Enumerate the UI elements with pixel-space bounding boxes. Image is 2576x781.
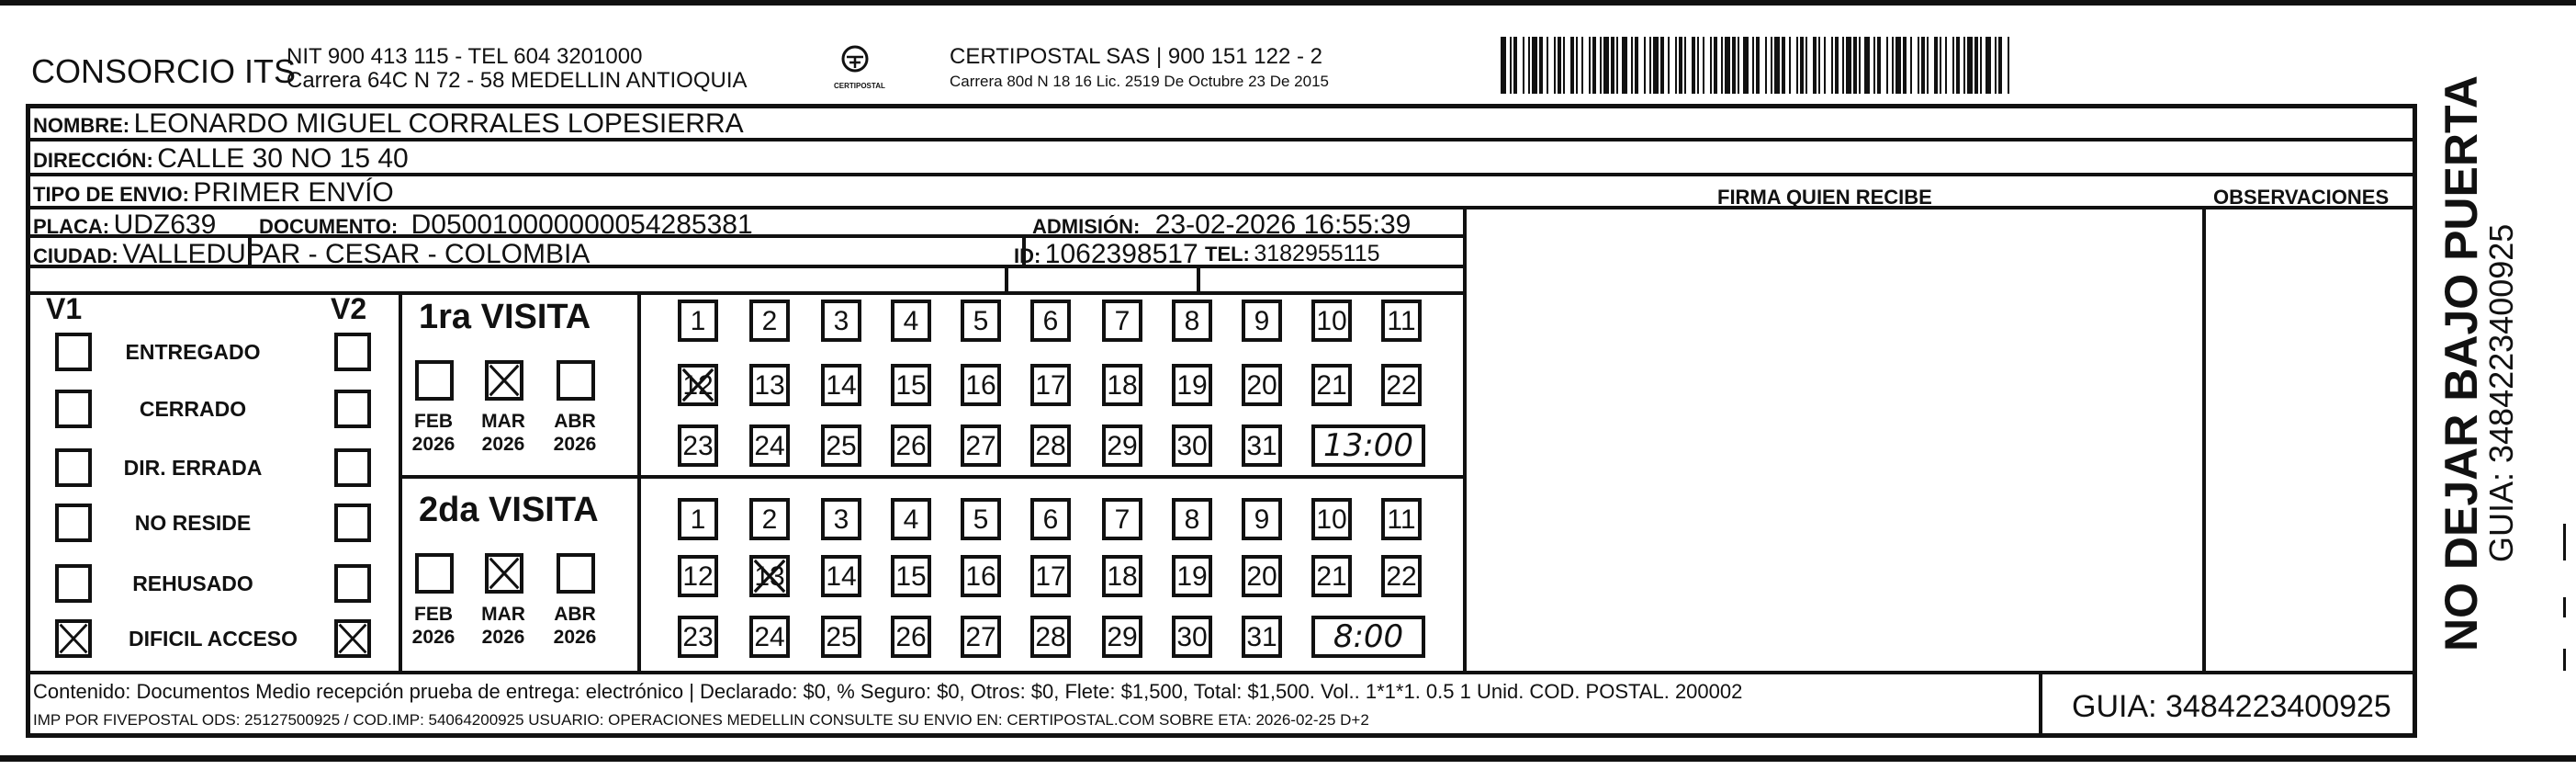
day-number: 19 [1176,370,1208,401]
day-number: 17 [1035,370,1066,401]
barcode-bar [1892,37,1894,94]
status-label: CERRADO [139,397,247,421]
day-cell[interactable] [1311,498,1352,540]
day-cell[interactable] [749,364,790,406]
day-cell[interactable] [961,498,1001,540]
barcode-bar [1660,37,1664,94]
day-number: 30 [1176,431,1208,461]
visit-time-box[interactable] [1311,616,1425,658]
day-number: 27 [965,622,996,652]
day-number: 17 [1035,561,1066,592]
day-cell[interactable] [1381,555,1422,597]
barcode-bar [1714,37,1717,94]
visit-time-box[interactable] [1311,424,1425,467]
v2-checkbox[interactable] [334,448,371,487]
v2-checkbox[interactable] [334,390,371,428]
day-number: 20 [1246,370,1277,401]
barcode-bar [1600,37,1602,94]
day-cell[interactable] [1381,364,1422,406]
barcode-bar [1668,37,1670,94]
barcode-bar [1859,37,1861,94]
tel-label: TEL: [1205,243,1250,266]
status-label: REHUSADO [132,572,253,595]
day-number: 5 [973,504,989,535]
day-cell[interactable] [1172,555,1212,597]
month-label: ABR 2026 [553,411,597,455]
day-cell[interactable] [678,616,718,658]
barcode-bar [1710,37,1712,94]
check-x-icon [681,368,714,402]
day-cell[interactable] [1030,364,1071,406]
barcode-bar [1510,37,1512,94]
barcode-bar [1998,37,2002,94]
check-x-icon [489,364,520,397]
id-value: 1062398517 [1044,239,1198,269]
day-number: 11 [1387,306,1416,336]
day-number: 13 [754,561,785,592]
day-cell[interactable] [891,364,931,406]
barcode-bar [1644,37,1646,94]
day-number: 30 [1176,622,1208,652]
barcode-bar [1649,37,1651,94]
day-number: 9 [1254,306,1270,336]
barcode-bar [1603,37,1609,94]
barcode-bar [1800,37,1804,94]
day-cell[interactable] [961,616,1001,658]
barcode-bar [1995,37,1997,94]
barcode-bar [1738,37,1739,94]
certipostal-line2: Carrera 80d N 18 16 Lic. 2519 De Octubre 23 De 2015 [950,73,1329,90]
day-number: 16 [965,370,996,401]
direccion-value: CALLE 30 NO 15 40 [157,143,409,174]
day-number: 12 [682,561,714,592]
tel-value: 3182955115 [1254,241,1380,266]
day-cell[interactable] [749,616,790,658]
v2-checkbox[interactable] [334,619,371,658]
day-cell[interactable] [749,498,790,540]
day-number: 24 [754,622,785,652]
month-checkbox[interactable] [557,553,595,594]
barcode-bar [1805,37,1807,94]
day-cell[interactable] [1172,364,1212,406]
nombre-label: NOMBRE: [33,114,130,137]
barcode-bar [1532,37,1537,94]
check-x-icon [753,559,786,594]
barcode-bar [1895,37,1901,94]
observaciones-label: OBSERVACIONES [2213,186,2390,209]
certipostal-logo [834,42,876,85]
barcode-bar [1846,37,1851,94]
documento-label: DOCUMENTO: [259,215,399,238]
id-label: ID: [1014,244,1041,267]
day-number: 28 [1035,622,1066,652]
id-row [1014,241,1198,268]
barcode-bar [1963,37,1965,94]
month-checkbox[interactable] [557,360,595,401]
barcode-bar [1653,37,1659,94]
barcode-bar [1703,37,1704,94]
day-cell[interactable] [1311,364,1352,406]
day-cell[interactable] [678,498,718,540]
day-cell[interactable] [1102,424,1142,467]
status-label: DIFICIL ACCESO [129,627,298,651]
barcode-bar [1539,37,1543,94]
admision-value: 23-02-2026 16:55:39 [1154,209,1412,240]
direccion-row [33,145,409,173]
documento-row [259,211,753,239]
certipostal-line1: CERTIPOSTAL SAS | 900 151 122 - 2 [950,44,1322,69]
day-cell[interactable] [821,498,861,540]
barcode-graphic [1501,37,2011,94]
side-big-text: NO DEJAR BAJO PUERTA [2435,75,2487,651]
nit-line: NIT 900 413 115 - TEL 604 3201000 [287,44,643,69]
day-number: 11 [1387,504,1416,535]
barcode-bar [2008,37,2009,94]
visit-time-value: 8:00 [1333,618,1404,655]
v1-label: V1 [46,292,83,325]
barcode-bar [1611,37,1614,94]
day-cell[interactable] [749,424,790,467]
barcode-bar [1967,37,1973,94]
barcode-bar [1558,37,1561,94]
admision-row [1032,211,1411,239]
barcode-bar [1581,37,1583,94]
barcode-bar [1940,37,1941,94]
guia-box-text: GUIA: 3484223400925 [2072,689,2391,724]
barcode-bar [1796,37,1798,94]
day-number: 3 [833,504,849,535]
barcode-bar [1945,37,1947,94]
day-number: 18 [1107,370,1138,401]
barcode-bar [1918,37,1919,94]
tel-row [1205,243,1380,266]
day-cell[interactable] [1172,498,1212,540]
day-number: 4 [903,306,919,336]
day-number: 26 [895,622,927,652]
day-number: 2 [761,306,778,336]
barcode-bar [1589,37,1591,94]
barcode-bar [1853,37,1857,94]
barcode-bar [1927,37,1929,94]
day-number: 15 [895,370,927,401]
nombre-row [33,110,744,138]
ciudad-row [33,241,590,268]
day-number: 13 [754,370,785,401]
barcode-bar [1873,37,1875,94]
day-cell[interactable] [1242,424,1282,467]
day-number: 22 [1386,561,1417,592]
day-cell[interactable] [821,300,861,342]
month-label: FEB 2026 [411,604,456,648]
visit2-title: 2da VISITA [419,491,599,529]
day-number: 1 [690,504,706,535]
day-number: 6 [1042,306,1059,336]
month-label: MAR 2026 [481,411,525,455]
direccion-label: DIRECCIÓN: [33,149,153,172]
day-cell[interactable] [821,364,861,406]
status-label: DIR. ERRADA [123,456,263,480]
nombre-value: LEONARDO MIGUEL CORRALES LOPESIERRA [133,108,744,139]
day-number: 10 [1316,306,1347,336]
barcode-bar [1789,37,1791,94]
day-cell[interactable] [1311,300,1352,342]
day-number: 4 [903,504,919,535]
day-number: 22 [1386,370,1417,401]
day-cell[interactable] [678,424,718,467]
footer-line2: IMP POR FIVEPOSTAL ODS: 25127500925 / COD.IMP: 54064200925 USUARIO: OPERACIONES MEDELLIN CONSULTE SU ENVIO EN: CERTIPOSTAL.COM SOBRE ETA: 2026-02-25 D+2 [33,711,1369,729]
barcode-bar [1774,37,1780,94]
day-cell[interactable] [821,555,861,597]
status-label: NO RESIDE [134,511,252,535]
day-number: 25 [826,622,857,652]
day-cell[interactable] [1030,555,1071,597]
day-cell[interactable] [1102,498,1142,540]
barcode-bar [1842,37,1844,94]
day-cell[interactable] [891,424,931,467]
barcode-bar [1934,37,1938,94]
barcode-bar [1824,37,1826,94]
month-checkbox[interactable] [415,360,454,401]
visit-time-value: 13:00 [1323,427,1413,464]
day-cell[interactable] [1102,555,1142,597]
day-cell[interactable] [678,300,718,342]
day-number: 18 [1107,561,1138,592]
day-cell[interactable] [821,424,861,467]
barcode-bar [1576,37,1578,94]
day-cell[interactable] [1242,616,1282,658]
day-number: 27 [965,431,996,461]
day-number: 25 [826,431,857,461]
day-cell[interactable] [961,364,1001,406]
logo-icon [834,42,876,85]
month-checkbox[interactable] [415,553,454,594]
day-cell[interactable] [1030,424,1071,467]
admision-label: ADMISIÓN: [1032,215,1141,238]
day-cell[interactable] [821,616,861,658]
day-number: 23 [682,622,714,652]
day-number: 3 [833,306,849,336]
barcode-bar [1523,37,1524,94]
barcode-bar [1910,37,1912,94]
tipo-value: PRIMER ENVÍO [193,177,394,208]
v2-checkbox[interactable] [334,504,371,542]
day-cell[interactable] [749,555,790,597]
barcode-bar [1743,37,1749,94]
month-checkbox[interactable] [485,360,523,401]
barcode-bar [1513,37,1517,94]
day-cell[interactable] [678,555,718,597]
barcode-bar [1980,37,1982,94]
placa-label: PLACA: [33,215,110,238]
day-cell[interactable] [1242,300,1282,342]
day-number: 1 [690,306,706,336]
day-cell[interactable] [1242,364,1282,406]
documento-value: D050010000000054285381 [411,209,753,240]
day-cell[interactable] [891,300,931,342]
day-cell[interactable] [678,364,718,406]
day-number: 5 [973,306,989,336]
day-number: 26 [895,431,927,461]
barcode-bar [1985,37,1991,94]
day-number: 14 [826,561,857,592]
day-number: 28 [1035,431,1066,461]
barcode [1501,37,2011,94]
barcode-bar [1679,37,1682,94]
address-line: Carrera 64C N 72 - 58 MEDELLIN ANTIOQUIA [287,68,748,93]
day-number: 12 [682,370,714,401]
v2-checkbox[interactable] [334,333,371,371]
day-number: 19 [1176,561,1208,592]
day-cell[interactable] [1030,616,1071,658]
bottom-edge [0,755,2576,762]
barcode-bar [1974,37,1978,94]
barcode-bar [1752,37,1754,94]
ciudad-label: CIUDAD: [33,244,118,267]
placa-value: UDZ639 [113,209,217,240]
day-cell[interactable] [1030,300,1071,342]
day-cell[interactable] [1172,424,1212,467]
barcode-bar [1697,37,1699,94]
status-label: ENTREGADO [125,340,261,364]
day-number: 29 [1107,431,1138,461]
barcode-bar [1635,37,1638,94]
barcode-bar [1616,37,1618,94]
top-edge [0,0,2576,6]
day-number: 21 [1316,370,1347,401]
barcode-bar [1831,37,1833,94]
tipo-row [33,179,394,207]
barcode-bar [1956,37,1960,94]
day-cell[interactable] [891,555,931,597]
day-cell[interactable] [1311,555,1352,597]
placa-row [33,211,216,239]
barcode-bar [1563,37,1565,94]
barcode-bar [1528,37,1530,94]
day-cell[interactable] [1242,555,1282,597]
barcode-bar [1675,37,1677,94]
barcode-bar [1501,37,1506,94]
logo-text: CERTIPOSTAL [834,82,885,90]
barcode-bar [1631,37,1633,94]
day-cell[interactable] [1381,498,1422,540]
side-guia-text: GUIA: 3484223400925 [2482,223,2520,562]
day-number: 29 [1107,622,1138,652]
day-cell[interactable] [891,616,931,658]
day-number: 8 [1184,504,1200,535]
day-cell[interactable] [1172,300,1212,342]
barcode-bar [1771,37,1772,94]
company-name: CONSORCIO ITS [31,52,297,90]
month-label: MAR 2026 [481,604,525,648]
barcode-bar [1818,37,1820,94]
day-cell[interactable] [749,300,790,342]
day-number: 16 [965,561,996,592]
barcode-bar [1877,37,1881,94]
day-number: 31 [1246,431,1277,461]
month-checkbox[interactable] [485,553,523,594]
day-number: 31 [1246,622,1277,652]
visit1-title: 1ra VISITA [419,298,591,336]
month-label: FEB 2026 [411,411,456,455]
day-cell[interactable] [1102,364,1142,406]
day-cell[interactable] [1381,300,1422,342]
day-cell[interactable] [1102,616,1142,658]
barcode-bar [1921,37,1925,94]
day-cell[interactable] [1242,498,1282,540]
v1-checkbox[interactable] [55,619,92,658]
barcode-bar [1725,37,1730,94]
barcode-bar [1622,37,1627,94]
day-number: 7 [1114,306,1131,336]
barcode-bar [1864,37,1870,94]
day-number: 14 [826,370,857,401]
day-cell[interactable] [1102,300,1142,342]
v2-checkbox[interactable] [334,564,371,603]
day-number: 24 [754,431,785,461]
barcode-bar [1756,37,1760,94]
barcode-bar [1692,37,1695,94]
check-x-icon [489,557,520,590]
day-cell[interactable] [961,555,1001,597]
ciudad-value: VALLEDUPAR - CESAR - COLOMBIA [122,239,591,269]
day-number: 6 [1042,504,1059,535]
day-number: 23 [682,431,714,461]
day-cell[interactable] [961,300,1001,342]
barcode-bar [1813,37,1817,94]
day-cell[interactable] [961,424,1001,467]
barcode-bar [1903,37,1907,94]
day-number: 21 [1316,561,1347,592]
check-x-icon [338,623,367,654]
month-label: ABR 2026 [553,604,597,648]
day-number: 2 [761,504,778,535]
barcode-bar [1721,37,1723,94]
barcode-bar [1886,37,1888,94]
firma-label: FIRMA QUIEN RECIBE [1717,186,1932,209]
barcode-bar [1570,37,1574,94]
barcode-bar [1835,37,1839,94]
day-number: 20 [1246,561,1277,592]
barcode-bar [1952,37,1954,94]
day-number: 10 [1316,504,1347,535]
barcode-bar [1547,37,1548,94]
day-number: 9 [1254,504,1270,535]
barcode-bar [1765,37,1767,94]
v2-label: V2 [331,292,367,325]
barcode-bar [1592,37,1596,94]
barcode-bar [1782,37,1785,94]
barcode-bar [1554,37,1556,94]
day-number: 8 [1184,306,1200,336]
day-cell[interactable] [1030,498,1071,540]
check-x-icon [59,623,88,654]
day-number: 7 [1114,504,1131,535]
barcode-bar [1684,37,1686,94]
barcode-bar [1732,37,1736,94]
day-number: 15 [895,561,927,592]
tipo-label: TIPO DE ENVIO: [33,183,189,206]
day-cell[interactable] [1172,616,1212,658]
footer-line1: Contenido: Documentos Medio recepción prueba de entrega: electrónico | Declarado: $0, % Seguro: $0, Otros: $0, Flete: $1,500, Total: $1,500. Vol.. 1*1*1. 0.5 1 Unid. COD. POSTAL. 200002 [33,680,1743,703]
day-cell[interactable] [891,498,931,540]
